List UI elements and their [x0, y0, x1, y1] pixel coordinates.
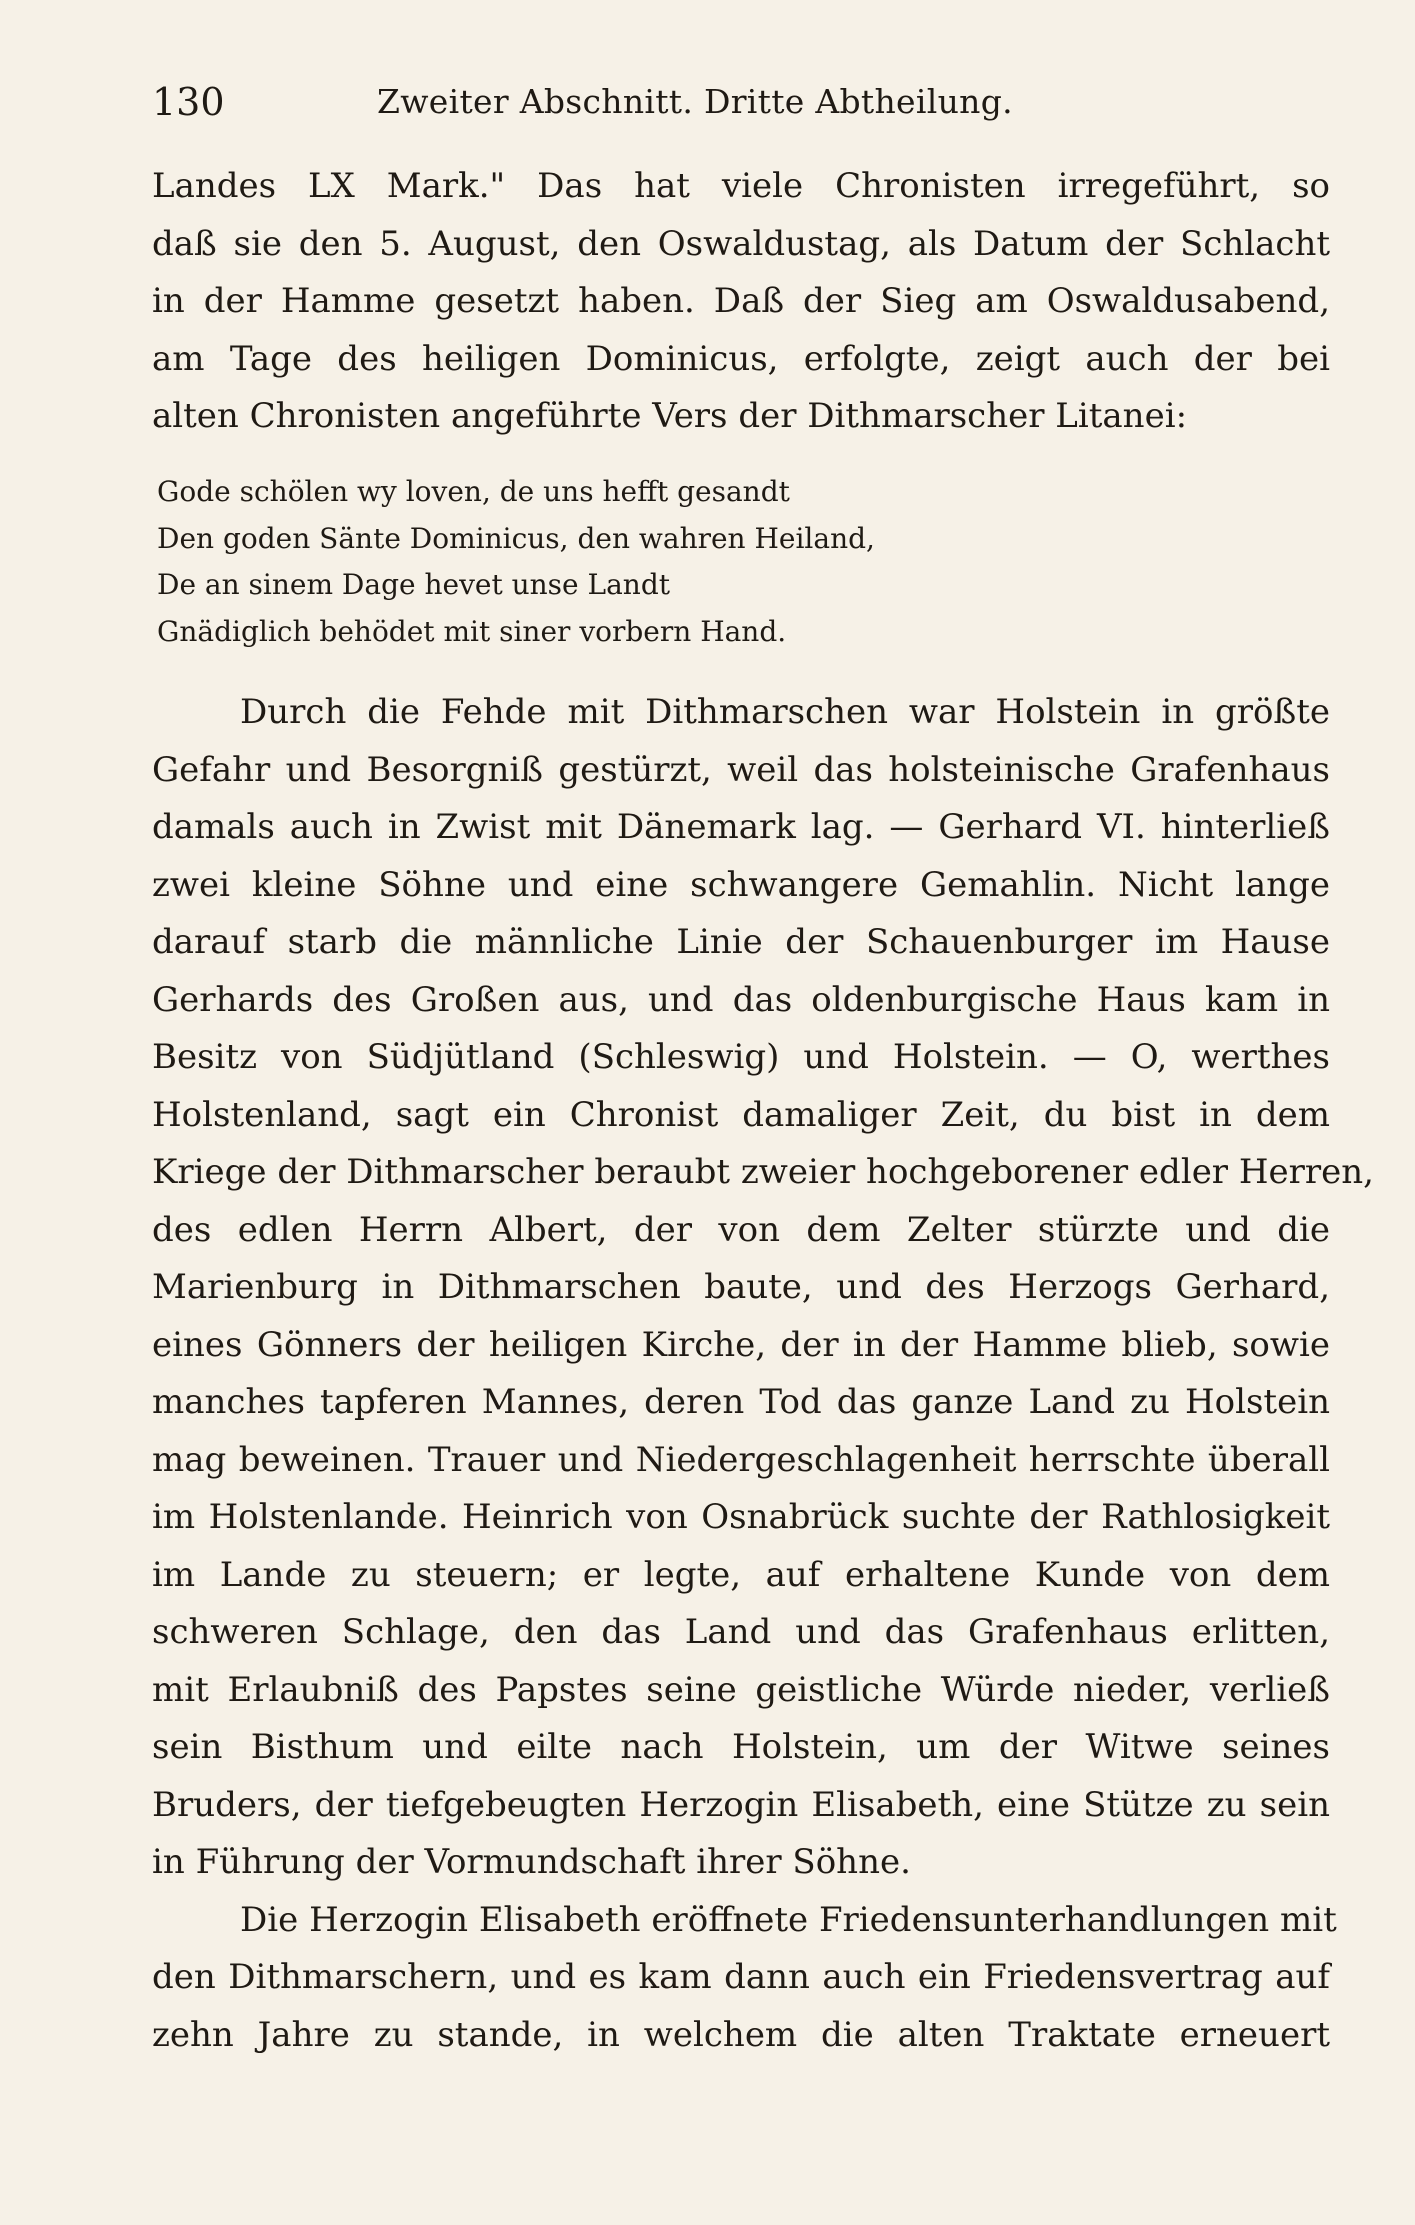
text-line: sein Bisthum und eilte nach Holstein, um der Witwe seines [152, 1727, 1330, 1767]
text-line: in Führung der Vormundschaft ihrer Söhne. [152, 1842, 911, 1882]
text-line: des edlen Herrn Albert, der von dem Zelter stürzte und die [152, 1209, 1330, 1250]
text-line: darauf starb die männliche Linie der Schauenburger im Hause [152, 922, 1330, 962]
text-line: manches tapferen Mannes, deren Tod das ganze Land zu Holstein [152, 1382, 1330, 1422]
text-line: im Holstenlande. Heinrich von Osnabrück suchte der Rathlosigkeit [152, 1497, 1330, 1537]
running-head: Zweiter Abschnitt. Dritte Abtheilung. [377, 82, 1013, 121]
paragraph-opening [152, 158, 1330, 446]
text-line: zehn Jahre zu stande, in welchem die alten Traktate erneuert [152, 2014, 1330, 2055]
litany-verse [157, 469, 1207, 655]
text-line: mag beweinen. Trauer und Niedergeschlagenheit herrschte überall [152, 1439, 1330, 1480]
main-text [152, 684, 1374, 2064]
text-line: im Lande zu steuern; er legte, auf erhaltene Kunde von dem [152, 1554, 1330, 1595]
text-line: alten Chronisten angeführte Vers der Dithmarscher Litanei: [152, 396, 1188, 436]
text-line: Holstenland, sagt ein Chronist damaliger Zeit, du bist in dem [152, 1094, 1330, 1135]
text-line: Besitz von Südjütland (Schleswig) und Holstein. — O, werthes [152, 1037, 1330, 1077]
verse-line: De an sinem Dage hevet unse Landt [157, 568, 671, 601]
text-line: Landes LX Mark." Das hat viele Chronisten irregeführt, so [152, 166, 1330, 206]
text-line: eines Gönners der heiligen Kirche, der in der Hamme blieb, sowie [152, 1324, 1330, 1365]
text-line: Bruders, der tiefgebeugten Herzogin Elisabeth, eine Stütze zu sein [152, 1784, 1330, 1825]
text-line: Gefahr und Besorgniß gestürzt, weil das holsteinische Grafenhaus [152, 749, 1330, 790]
page-header [152, 78, 1332, 126]
page-number: 130 [152, 80, 225, 124]
text-line: schweren Schlage, den das Land und das Grafenhaus erlitten, [152, 1612, 1330, 1652]
text-line: Die Herzogin Elisabeth eröffnete Friedensunterhandlungen mit [240, 1899, 1337, 1940]
verse-line: Gnädiglich behödet mit siner vorbern Hand. [157, 614, 787, 648]
text-line: Marienburg in Dithmarschen baute, und des Herzogs Gerhard, [152, 1267, 1330, 1307]
text-line: in der Hamme gesetzt haben. Daß der Sieg am Oswaldusabend, [152, 281, 1330, 321]
verse-line: Den goden Sänte Dominicus, den wahren Heiland, [157, 521, 875, 555]
text-line: mit Erlaubniß des Papstes seine geistliche Würde nieder, verließ [152, 1669, 1330, 1710]
text-line: Kriege der Dithmarscher beraubt zweier hochgeborener edler Herren, [152, 1152, 1374, 1192]
text-line: daß sie den 5. August, den Oswaldustag, als Datum der Schlacht [152, 223, 1330, 264]
text-line: am Tage des heiligen Dominicus, erfolgte, zeigt auch der bei [152, 338, 1330, 379]
text-line: den Dithmarschern, und es kam dann auch ein Friedensvertrag auf [152, 1957, 1330, 1997]
text-line: damals auch in Zwist mit Dänemark lag. — Gerhard VI. hinterließ [152, 807, 1330, 847]
text-line: Gerhards des Großen aus, und das oldenburgische Haus kam in [152, 979, 1330, 1020]
text-line: zwei kleine Söhne und eine schwangere Gemahlin. Nicht lange [152, 864, 1330, 905]
verse-line: Gode schölen wy loven, de uns hefft gesandt [157, 475, 790, 508]
text-line: Durch die Fehde mit Dithmarschen war Holstein in größte [240, 692, 1330, 732]
